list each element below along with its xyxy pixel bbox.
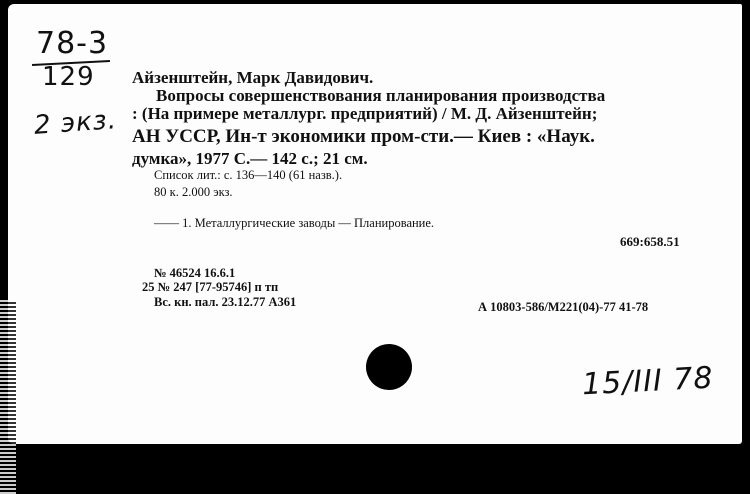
scan-edge-artifact	[0, 300, 16, 494]
punch-hole	[366, 344, 412, 390]
subject-heading: —— 1. Металлургические заводы — Планирование.	[154, 216, 435, 230]
bibliography-note: Список лит.: с. 136—140 (61 назв.).	[154, 168, 343, 182]
register-line-3: Вс. кн. пал. 23.12.77 А361	[154, 295, 297, 309]
author-heading: Айзенштейн, Марк Давидович.	[132, 68, 374, 87]
udc-classification: 669:658.51	[620, 234, 680, 249]
date-handwritten-note: 15/III 78	[581, 360, 715, 403]
register-line-2: 25 № 247 [77-95746] п тп	[142, 280, 279, 294]
title-line-3: АН УССР, Ин-т экономики пром-сти.— Киев : «Наук.	[132, 126, 595, 147]
title-line-4: думка», 1977 С.— 142 с.; 21 см.	[132, 149, 368, 168]
call-number-top: 78-3	[36, 26, 109, 61]
title-line-1: Вопросы совершенствования планирования производства	[156, 86, 606, 105]
call-number-bottom: 129	[42, 62, 95, 92]
title-line-2: : (На примере металлург. предприятий) / М. Д. Айзенштейн;	[132, 104, 598, 123]
copies-handwritten-note: 2 экз.	[33, 105, 118, 141]
catalog-card	[8, 4, 742, 444]
register-line-1: № 46524 16.6.1	[154, 266, 236, 280]
price-edition-note: 80 к. 2.000 экз.	[154, 185, 233, 199]
publisher-code: А 10803-586/М221(04)-77 41-78	[478, 300, 649, 314]
